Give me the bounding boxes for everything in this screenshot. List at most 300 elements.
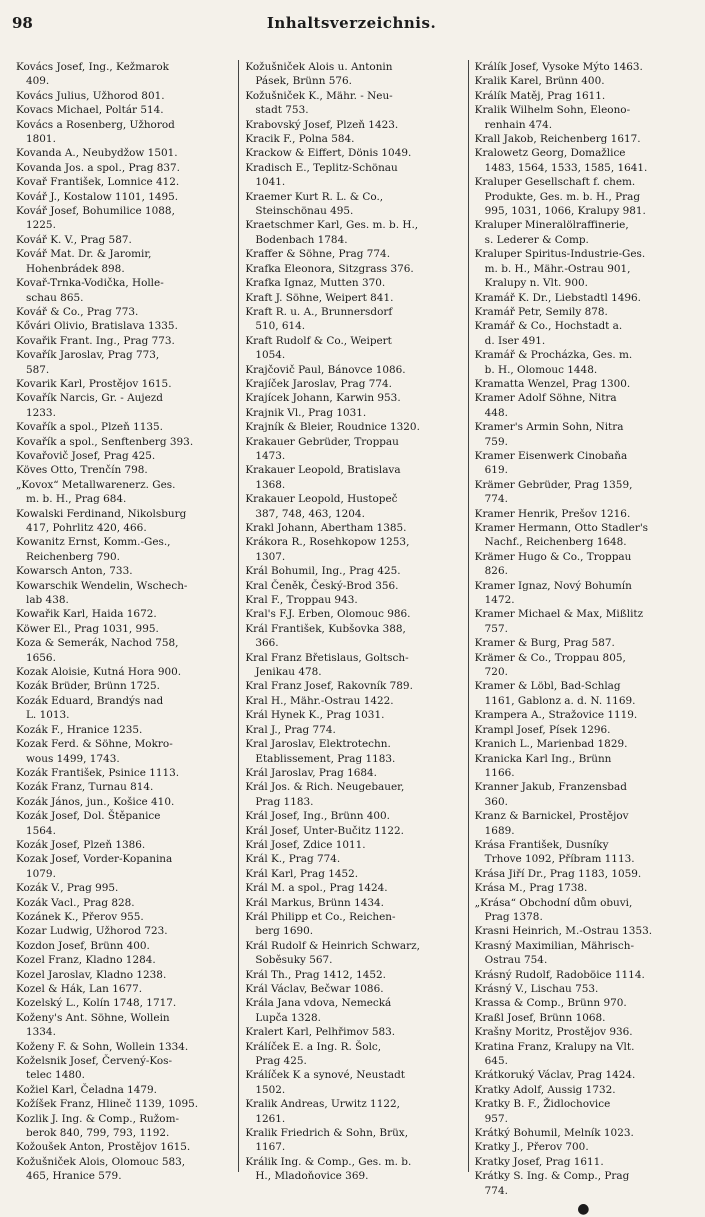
index-entry [16,535,233,564]
index-entry [475,809,692,838]
entry-line: Krajícek Johann, Karwin 953. [245,392,401,405]
entry-line: Krakl Johann, Abertham 1385. [245,522,407,534]
index-entry [245,463,462,492]
index-entry [475,708,692,722]
entry-continuation-line: 1079. [26,867,56,880]
entry-line: Kranich L., Marienbad 1829. [474,738,628,751]
index-entry [475,752,692,781]
index-entry [245,218,462,247]
entry-line: Král Josef, Unter-Bučitz 1122. [245,824,404,837]
entry-line: Koženy F. & Sohn, Wollein 1334. [16,1040,189,1053]
index-entry [245,737,462,766]
entry-line: Kramatta Wenzel, Prag 1300. [474,377,631,390]
index-entry [245,694,462,708]
entry-line: Kramář K. Dr., Liebstadtl 1496. [474,291,642,304]
entry-continuation-line: 757. [484,622,508,635]
index-entry [245,852,462,866]
entry-line: Krása František, Dusníky [474,838,609,851]
entry-continuation-line: 826. [484,565,508,578]
entry-line: Kozak Josef, Vorder-Kopanina [16,853,173,866]
entry-line: Krákora R., Rosehkopow 1253, [245,536,410,549]
index-entry [245,996,462,1025]
index-entry [245,146,462,160]
index-entry [475,247,692,290]
entry-line: Krajíček Jaroslav, Prag 774. [245,377,392,390]
entry-line: Kralert Karl, Pelhřimov 583. [245,1026,396,1039]
entry-continuation-line: m. b. H., Mähr.-Ostrau 901, [484,262,631,275]
entry-line: Kramer Michael & Max, Mißlitz [474,608,644,621]
index-entry [245,1068,462,1097]
entry-line: Kovář K. V., Prag 587. [16,233,132,246]
entry-line: Král Hynek K., Prag 1031. [245,709,385,722]
entry-line: Krassa & Comp., Brünn 970. [474,997,627,1010]
entry-line: Kowarsch Anton, 733. [16,565,133,578]
entry-continuation-line: 417, Pohrlitz 420, 466. [26,522,147,534]
index-entry [245,190,462,219]
index-entry [245,723,462,737]
entry-line: Král Th., Prag 1412, 1452. [245,968,386,981]
entry-line: Krafka Ignaz, Mutten 370. [245,277,386,290]
index-entry [16,737,233,766]
index-entry [245,521,462,535]
index-entry [16,89,233,103]
entry-line: Král Bohumil, Ing., Prag 425. [245,565,401,578]
entry-line: Kral's F.J. Erben, Olomouc 986. [245,608,411,621]
index-entry [245,391,462,405]
index-entry [245,809,462,823]
index-entry [245,492,462,521]
entry-line: Kovanda Jos. a spol., Prag 837. [16,161,180,174]
entry-continuation-line: Prag 1183. [255,795,314,808]
index-entry [16,118,233,147]
entry-line: Krabovský Josef, Plzeň 1423. [245,118,399,131]
index-entry [245,968,462,982]
entry-continuation-line: Produkte, Ges. m. b. H., Prag [484,190,641,203]
entry-line: Kratina Franz, Kralupy na Vlt. [474,1040,635,1053]
entry-line: Kovařík a spol., Plzeň 1135. [16,421,164,434]
index-entry [245,1025,462,1039]
entry-continuation-line: Soběsuky 567. [255,954,333,967]
entry-line: Kozák František, Psinice 1113. [16,766,180,779]
index-entry [475,60,692,74]
index-entry [16,896,233,910]
index-entry [245,982,462,996]
index-entry [16,319,233,333]
entry-continuation-line: berg 1690. [255,925,314,938]
entry-line: Kovář Mat. Dr. & Jaromir, [16,248,152,261]
index-entry [16,190,233,204]
index-entry [16,478,233,507]
index-entry [245,118,462,132]
index-entry [16,305,233,319]
entry-line: Kovář Josef, Bohumilice 1088, [16,205,175,218]
index-entry [475,305,692,319]
entry-line: Kozel Jaroslav, Kladno 1238. [16,968,167,981]
entry-line: Kral Franz Břetislaus, Goltsch- [245,651,409,664]
index-entry [16,1097,233,1111]
entry-line: Krämer & Co., Troppau 805, [474,651,626,664]
index-entry [16,1112,233,1141]
entry-line: Král Jos. & Rich. Neugebauer, [245,781,405,794]
index-entry [245,780,462,809]
index-entry [245,1040,462,1069]
entry-continuation-line: 720. [484,666,508,679]
index-entry [475,218,692,247]
entry-line: Král K., Prag 774. [245,853,341,866]
index-entry [475,579,692,608]
index-entry [16,607,233,621]
entry-line: Král M. a spol., Prag 1424. [245,882,388,895]
entry-line: Kovář J., Kostalow 1101, 1495. [16,190,179,203]
index-entry [245,896,462,910]
index-entry [475,175,692,218]
index-entry [16,780,233,794]
entry-line: Králíček K a synové, Neustadt [245,1069,405,1082]
entry-line: Král Josef, Ing., Brünn 400. [245,810,390,823]
entry-line: Köwer El., Prag 1031, 995. [16,622,159,635]
index-entry [16,449,233,463]
entry-continuation-line: d. Iser 491. [484,334,546,347]
entry-line: Kratky Adolf, Aussig 1732. [474,1083,616,1096]
entry-line: Kraffer & Söhne, Prag 774. [245,248,391,261]
entry-line: Kozák Franz, Turnau 814. [16,781,154,794]
index-entry [245,435,462,464]
entry-line: Krasni Heinrich, M.-Ostrau 1353. [474,925,653,938]
index-entry [245,607,462,621]
entry-continuation-line: 1502. [255,1083,286,1096]
index-columns [10,60,697,1217]
entry-line: Kovanda A., Neubydžow 1501. [16,147,178,160]
entry-line: Kraluper Mineralölraffinerie, [474,219,629,232]
entry-line: Krämer Gebrüder, Prag 1359, [474,478,633,491]
index-entry [245,276,462,290]
index-entry [475,968,692,982]
entry-continuation-line: Prag 425. [255,1055,307,1068]
index-entry [245,708,462,722]
entry-line: Kranz & Barnickel, Prostějov [474,810,629,823]
entry-continuation-line: 1689. [484,824,515,837]
entry-line: Kramer Eisenwerk Cinobaňa [474,449,628,462]
index-entry [245,679,462,693]
entry-continuation-line: b. H., Olomouc 1448. [484,363,598,376]
index-entry [245,406,462,420]
entry-line: Krafka Eleonora, Sitzgrass 376. [245,262,414,275]
entry-line: Kowalski Ferdinand, Nikolsburg [16,507,187,520]
entry-continuation-line: H., Mladoňovice 369. [255,1170,369,1183]
entry-continuation-line: lab 438. [26,594,69,607]
index-column-1 [10,60,238,1183]
entry-continuation-line: 448. [484,406,508,419]
entry-continuation-line: 774. [484,1184,508,1197]
index-entry [245,535,462,564]
index-entry [16,982,233,996]
index-entry [16,838,233,852]
index-entry [475,1040,692,1069]
index-entry [16,852,233,881]
entry-line: Koza & Semerák, Nachod 758, [16,637,179,650]
entry-continuation-line: Pásek, Brünn 576. [255,75,352,88]
entry-line: Krátkoruký Václav, Prag 1424. [474,1069,636,1082]
entry-line: Král František, Kubšovka 388, [245,622,406,635]
entry-line: Kozák Josef, Plzeň 1386. [16,838,146,851]
index-entry [475,651,692,680]
entry-line: Kovács a Rosenberg, Užhorod [16,118,175,131]
index-entry [16,694,233,723]
entry-line: Krackow & Eiffert, Dönis 1049. [245,147,412,160]
index-entry [475,982,692,996]
index-entry [245,420,462,434]
entry-line: Koženy's Ant. Söhne, Wollein [16,1011,170,1024]
index-entry [475,1126,692,1140]
entry-line: Kratky Josef, Prag 1611. [474,1155,604,1168]
entry-line: Kovács Julius, Užhorod 801. [16,89,165,102]
page-number: 98 [12,14,33,32]
entry-line: Kralik Wilhelm Sohn, Eleono- [474,104,631,117]
index-entry [16,233,233,247]
index-entry [16,939,233,953]
entry-continuation-line: 1472. [484,594,515,607]
entry-continuation-line: Bodenbach 1784. [255,233,348,246]
entry-line: Králík Josef, Vysoke Mýto 1463. [474,61,643,73]
index-entry [16,175,233,189]
index-entry [16,1155,233,1184]
entry-line: Krašny Moritz, Prostějov 936. [474,1026,633,1039]
entry-continuation-line: 1261. [255,1112,286,1125]
entry-line: Kraft Rudolf & Co., Weipert [245,334,392,347]
entry-line: Král Philipp et Co., Reichen- [245,910,396,923]
index-entry [475,1169,692,1198]
entry-continuation-line: 1233. [26,406,56,419]
index-entry [475,1097,692,1126]
entry-continuation-line: 366. [255,637,279,650]
index-entry [245,305,462,334]
entry-line: Köves Otto, Trenčín 798. [16,464,148,477]
entry-continuation-line: 1656. [26,651,56,664]
entry-line: Kraluper Gesellschaft f. chem. [474,176,636,189]
index-entry [245,939,462,968]
index-entry [245,262,462,276]
entry-line: Král Josef, Zdice 1011. [245,838,366,851]
index-entry [16,161,233,175]
entry-line: Kozel & Hák, Lan 1677. [16,983,143,995]
index-entry [475,1083,692,1097]
index-entry [475,521,692,550]
entry-line: Kowarschik Wendelin, Wschech- [16,579,188,592]
entry-line: Kozák Eduard, Brandýs nad [16,694,164,707]
entry-line: Kožušniček Alois u. Antonin [245,61,393,73]
index-entry [245,291,462,305]
entry-line: Krakauer Leopold, Hustopeč [245,493,398,506]
entry-line: Krása Jiří Dr., Prag 1183, 1059. [474,867,642,880]
entry-line: Kovář & Co., Prag 773. [16,305,139,318]
index-entry [16,1040,233,1054]
entry-line: Kratky J., Přerov 700. [474,1141,589,1154]
entry-continuation-line: Hohenbrádek 898. [26,262,125,275]
entry-line: Krajčovič Paul, Bánovce 1086. [245,363,406,376]
entry-line: Kracik F., Polna 584. [245,133,355,146]
entry-continuation-line: Steinschönau 495. [255,205,354,218]
entry-line: Kraßl Josef, Brünn 1068. [474,1011,606,1024]
entry-continuation-line: 957. [484,1112,508,1125]
index-entry [245,824,462,838]
entry-line: Kraetschmer Karl, Ges. m. b. H., [245,219,419,232]
entry-continuation-line: Nachf., Reichenberg 1648. [484,536,627,549]
index-entry [16,420,233,434]
entry-continuation-line: 1473. [255,449,286,462]
index-entry [475,723,692,737]
entry-line: Kozlik J. Ing. & Comp., Ružom- [16,1112,179,1125]
index-entry [16,723,233,737]
entry-line: Kraft R. u. A., Brunnersdorf [245,305,393,318]
index-entry [475,146,692,175]
entry-line: Kramer Hermann, Otto Stadler's [474,522,649,534]
entry-line: Kraft J. Söhne, Weipert 841. [245,291,394,304]
index-entry [475,291,692,305]
entry-line: Kramer Ignaz, Nový Bohumín [474,579,632,592]
entry-line: Kralik Andreas, Urwitz 1122, [245,1098,400,1111]
index-entry [475,636,692,650]
entry-line: Kralik Karel, Brünn 400. [474,75,605,88]
entry-continuation-line: 759. [484,435,508,448]
index-entry [16,564,233,578]
index-entry [245,1126,462,1155]
index-entry [245,593,462,607]
index-entry [16,435,233,449]
entry-line: Krämer Hugo & Co., Troppau [474,550,632,563]
entry-continuation-line: 1166. [484,766,515,779]
index-entry [245,363,462,377]
index-entry [16,809,233,838]
entry-line: Kral Čeněk, Český-Brod 356. [245,579,399,592]
entry-line: Kovařik Frant. Ing., Prag 773. [16,334,175,347]
entry-continuation-line: 587. [26,363,50,376]
entry-line: Kozak Ferd. & Söhne, Mokro- [16,738,173,751]
index-entry [16,348,233,377]
index-entry [16,953,233,967]
entry-line: Koželsnik Josef, Červený-Kos- [16,1055,173,1068]
index-entry [245,867,462,881]
entry-line: Kramář Petr, Semily 878. [474,305,608,318]
entry-line: Kozák V., Prag 995. [16,882,119,895]
entry-line: Kramer Adolf Söhne, Nitra [474,392,617,405]
entry-continuation-line: 360. [484,795,508,808]
entry-continuation-line: 1041. [255,176,286,189]
entry-continuation-line: wous 1499, 1743. [26,752,120,765]
entry-continuation-line: telec 1480. [26,1069,85,1082]
entry-continuation-line: 995, 1031, 1066, Kralupy 981. [484,205,646,218]
entry-line: Kovařovič Josef, Prag 425. [16,449,156,462]
index-entry [475,103,692,132]
index-entry [475,679,692,708]
index-entry [16,924,233,938]
entry-line: Krajník & Bleier, Roudnice 1320. [245,421,420,434]
entry-continuation-line: Lupča 1328. [255,1011,321,1024]
entry-line: Krajnik Vl., Prag 1031. [245,406,367,419]
entry-line: Kowařik Karl, Haida 1672. [16,608,157,621]
index-entry [16,507,233,536]
entry-line: Král Jaroslav, Prag 1684. [245,766,377,779]
entry-line: Kozák Brüder, Brünn 1725. [16,680,160,693]
entry-line: Krála Jana vdova, Nemecká [245,997,392,1010]
index-entry [16,996,233,1010]
index-entry [475,1011,692,1025]
index-entry [475,607,692,636]
index-entry [475,319,692,348]
index-entry [16,463,233,477]
entry-continuation-line: schau 865. [26,291,84,304]
entry-line: Krásný V., Lischau 753. [474,983,599,995]
index-entry [245,1155,462,1184]
entry-line: Kramer & Burg, Prag 587. [474,637,615,650]
index-entry [16,579,233,608]
entry-line: Kovacs Michael, Poltár 514. [16,104,164,117]
end-dot-icon: ● [577,1201,590,1217]
index-entry [16,60,233,89]
entry-line: Kővári Olivio, Bratislava 1335. [16,320,178,333]
entry-line: Krasný Maximilian, Mährisch- [474,939,634,952]
entry-line: Kovarik Karl, Prostějov 1615. [16,377,172,390]
entry-line: Králíček E. a Ing. R. Šolc, [245,1040,382,1053]
entry-line: „Kovox“ Metallwarenerz. Ges. [16,478,176,491]
index-entry [16,795,233,809]
entry-line: Kožíšek Franz, Hlineč 1139, 1095. [16,1098,199,1111]
page-title: Inhaltsverzeichnis. [266,14,437,32]
entry-line: Králik Ing. & Comp., Ges. m. b. [245,1155,412,1168]
entry-line: Kral J., Prag 774. [245,723,336,736]
entry-line: Kralik Friedrich & Sohn, Brüx, [245,1127,409,1140]
entry-continuation-line: renhain 474. [484,118,553,131]
index-entry [475,377,692,391]
index-entry [245,377,462,391]
entry-line: Kralowetz Georg, Domažlice [474,147,626,160]
entry-line: Kozák Vacl., Prag 828. [16,896,135,909]
entry-continuation-line: 1161, Gablonz a. d. N. 1169. [484,694,636,707]
index-entry [245,161,462,190]
entry-line: Král Markus, Brünn 1434. [245,896,384,909]
entry-line: Kožušniček K., Mähr. - Neu- [245,89,393,102]
entry-line: Kramer Henrik, Prešov 1216. [474,507,631,520]
index-entry [475,939,692,968]
index-entry [16,204,233,233]
entry-continuation-line: 1483, 1564, 1533, 1585, 1641. [484,161,648,174]
entry-continuation-line: 465, Hranice 579. [26,1170,122,1183]
index-entry [475,420,692,449]
index-entry [475,132,692,146]
entry-line: Krakauer Leopold, Bratislava [245,464,401,477]
index-entry [475,391,692,420]
index-entry [245,60,462,89]
entry-continuation-line: Prag 1378. [484,910,543,923]
index-entry [475,780,692,809]
index-entry [475,1025,692,1039]
index-entry [475,896,692,925]
index-entry [245,132,462,146]
entry-line: Kovař-Trnka-Vodička, Holle- [16,277,164,290]
index-entry [475,550,692,579]
index-entry [16,1054,233,1083]
index-entry [16,103,233,117]
entry-continuation-line: m. b. H., Prag 684. [26,493,127,506]
entry-line: Kozák János, jun., Košice 410. [16,795,175,808]
entry-continuation-line: 387, 748, 463, 1204. [255,507,365,520]
entry-continuation-line: 1801. [26,133,56,146]
entry-line: Kovař František, Lomnice 412. [16,176,180,189]
entry-continuation-line: 1054. [255,349,286,362]
entry-line: Kozar Ludwig, Užhorod 723. [16,925,168,938]
index-entry [245,881,462,895]
entry-continuation-line: 409. [26,75,50,88]
entry-line: Kovařík Narcis, Gr. - Aujezd [16,392,163,405]
